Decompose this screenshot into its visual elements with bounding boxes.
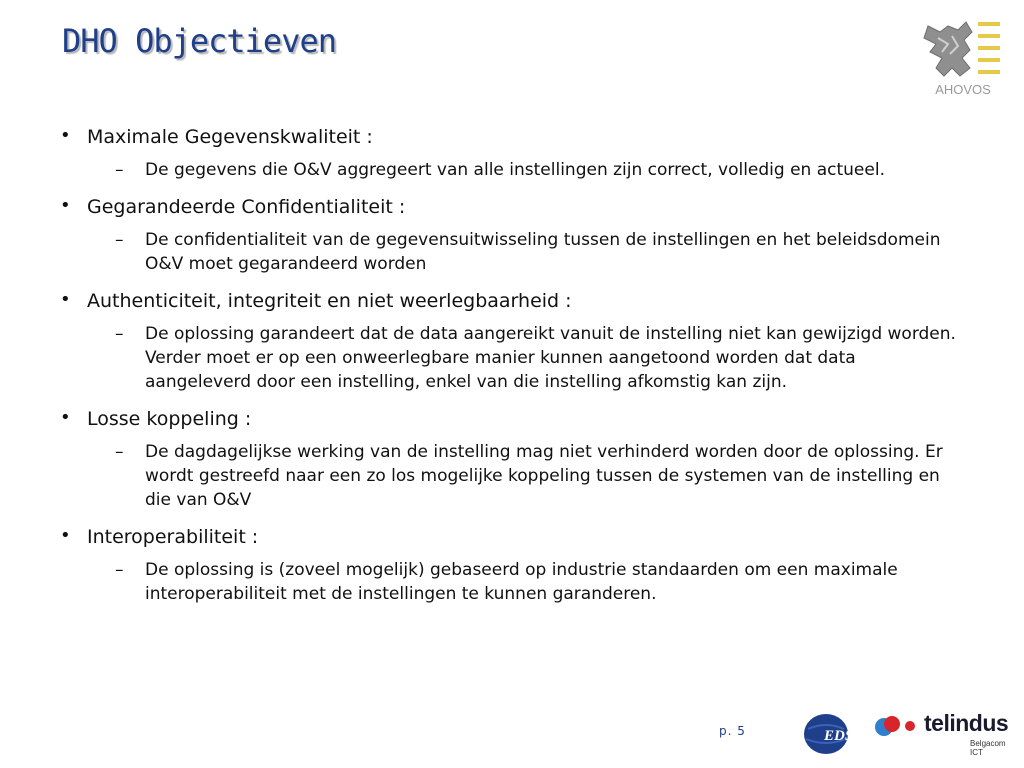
ahovos-logo-text: AHOVOS [935,82,991,97]
bullet-heading: Gegarandeerde Confidentialiteit : [87,196,406,218]
sub-bullet [115,158,965,182]
bullet-icon: • [60,407,71,428]
sub-bullet-text: De gegevens die O&V aggregeert van alle instellingen zijn correct, volledig en actueel. [145,160,885,180]
bullet-heading: Authenticiteit, integriteit en niet weerlegbaarheid : [87,290,572,312]
telindus-logo-text: telindus [924,710,1009,736]
bullet-heading: Interoperabiliteit : [87,526,259,548]
dash-icon: – [115,230,124,250]
sub-bullet-text: De oplossing is (zoveel mogelijk) gebaseerd op industrie standaarden om een maximale interoperabiliteit met de instellingen te kunnen garanderen. [145,560,898,604]
bullet-item [60,406,965,512]
eds-logo [802,713,870,755]
telindus-tagline: Belgacom ICT [970,739,1006,757]
bullet-item [60,194,965,276]
dash-icon: – [115,324,124,344]
bullet-item [60,524,965,606]
sub-bullet [115,440,965,512]
sub-bullet-text: De dagdagelijkse werking van de instelling mag niet verhinderd worden door de oplossing. Er wordt gestreefd naar een zo los mogelijke koppeling tussen de systemen van de instelling en die van O&V [145,442,943,510]
bullet-item [60,124,965,182]
sub-bullet [115,558,965,606]
ahovos-logo [918,18,1008,100]
bullet-icon: • [60,289,71,310]
dash-icon: – [115,160,124,180]
sub-bullet-text: De confidentialiteit van de gegevensuitwisseling tussen de instellingen en het beleidsdomein O&V moet gegarandeerd worden [145,230,941,274]
sub-bullet-text: De oplossing garandeert dat de data aangereikt vanuit de instelling niet kan gewijzigd worden. Verder moet er op een onweerlegbare manier kunnen aangetoond worden dat data aangeleverd door een instelling, enkel van die instelling afkomstig kan zijn. [145,324,956,392]
dash-icon: – [115,442,124,462]
bullet-icon: • [60,125,71,146]
dash-icon: – [115,560,124,580]
bullet-heading: Maximale Gegevenskwaliteit : [87,126,373,148]
telindus-swirl-icon [874,712,922,742]
eds-logo-text: EDS [824,728,854,744]
bullet-icon: • [60,525,71,546]
sub-bullet [115,322,965,394]
page-number: p. 5 [719,724,746,738]
bullet-icon: • [60,195,71,216]
sub-bullet [115,228,965,276]
slide-title: DHO Objectieven [62,22,336,60]
telindus-logo [874,710,1014,756]
slide-content [60,124,965,618]
bullet-item [60,288,965,394]
lion-emblem-icon [918,18,1008,84]
eds-globe-icon [802,713,870,755]
bullet-heading: Losse koppeling : [87,408,252,430]
